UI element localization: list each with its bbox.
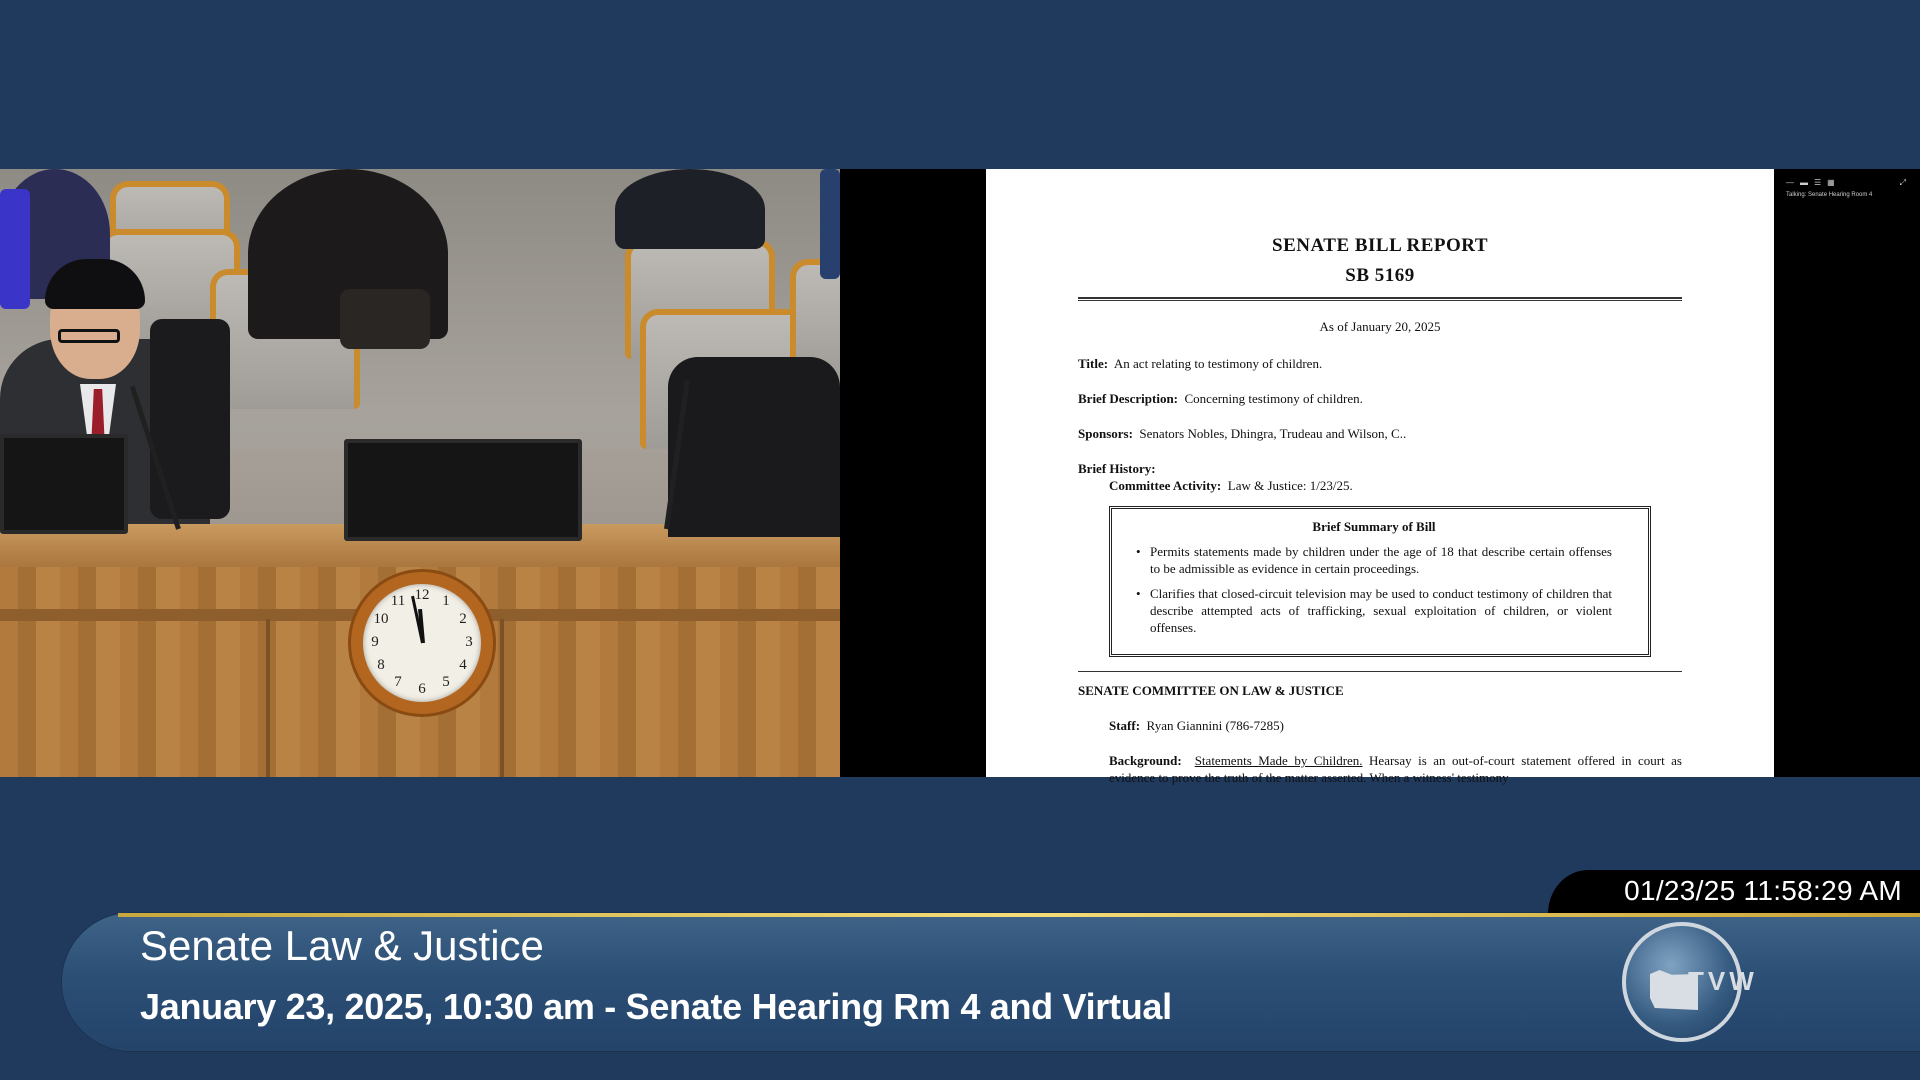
doc-sponsors [1078, 425, 1682, 442]
doc-as-of: As of January 20, 2025 [1319, 319, 1441, 334]
doc-background [1078, 752, 1682, 786]
viewer-toolbar-icons [1786, 179, 1906, 187]
summary-heading: Brief Summary of Bill [1312, 519, 1436, 534]
expand-icon[interactable]: ⤢ [1899, 178, 1906, 187]
laptop [0, 434, 128, 534]
witness-glasses [58, 329, 120, 343]
committee-heading-text: SENATE COMMITTEE ON LAW & JUSTICE [1078, 683, 1344, 698]
brief-summary-box [1109, 506, 1651, 657]
viewer-caption: Talking: Senate Hearing Room 4 [1786, 192, 1873, 198]
clock-numeral: 9 [371, 634, 379, 650]
doc-title-label: Title: [1078, 356, 1109, 371]
grid-icon[interactable]: ▦ [1827, 178, 1835, 187]
committee-heading [1078, 682, 1682, 699]
doc-heading-line2: SB 5169 [1345, 265, 1415, 286]
doc-brief-history [1078, 460, 1682, 494]
desk-monitor [344, 439, 582, 541]
restore-icon[interactable]: ▬ [1800, 178, 1808, 187]
wall-clock [348, 569, 496, 717]
doc-background-link[interactable]: Statements Made by Children. [1194, 753, 1363, 768]
doc-committee-activity-label: Committee Activity: [1109, 478, 1222, 493]
summary-item: • Clarifies that closed-circuit television may be used to conduct testimony of children that describe attempted acts of trafficking, sexual exploitation of children, or violent offenses. [1136, 585, 1612, 636]
doc-heading-line1: SENATE BILL REPORT [1272, 235, 1488, 256]
audience-member [0, 189, 30, 309]
doc-sponsors-label: Sponsors: [1078, 426, 1133, 441]
doc-staff-label: Staff: [1109, 718, 1141, 733]
desk-chair-right [668, 357, 840, 537]
desk-panel-divider [266, 619, 270, 777]
clock-numeral: 8 [377, 657, 385, 673]
audience-member [340, 289, 430, 349]
doc-brief-description [1078, 390, 1682, 407]
audience-member [820, 169, 840, 279]
document-viewer [840, 169, 1920, 785]
clock-numeral: 5 [442, 674, 450, 690]
summary-item: • Permits statements made by children under the age of 18 that describe certain offenses to be admissible as evidence in certain proceedings. [1136, 543, 1612, 577]
desk-panel-divider [500, 619, 504, 777]
program-title: Senate Law & Justice [140, 922, 544, 969]
doc-committee-activity-value: Law & Justice: 1/23/25. [1227, 478, 1353, 493]
doc-brief-history-label: Brief History: [1078, 461, 1156, 476]
tvw-logo [1622, 922, 1758, 1042]
viewer-toolbar [1786, 179, 1906, 199]
doc-committee-activity [1078, 477, 1682, 494]
clock-numeral: 12 [414, 587, 430, 603]
doc-brief-desc-label: Brief Description: [1078, 391, 1179, 406]
doc-title-line [1078, 355, 1682, 372]
clock-numeral: 1 [442, 593, 450, 609]
doc-title-value: An act relating to testimony of children. [1113, 356, 1323, 371]
audience-member [615, 169, 765, 249]
clock-numeral: 4 [459, 657, 467, 673]
clock-numeral: 10 [373, 611, 389, 627]
camera-feed [0, 169, 840, 777]
clock-face [363, 584, 481, 702]
doc-background-text: Hearsay is an out-of-court statement offered in court as evidence to prove the truth of the matter asserted. When a witness' testimony [1109, 753, 1682, 785]
doc-heading-rule [1078, 297, 1682, 301]
committee-rule [1078, 671, 1682, 672]
minimize-icon[interactable]: — [1786, 178, 1794, 187]
list-icon[interactable]: ☰ [1814, 178, 1822, 187]
doc-staff-value: Ryan Giannini (786-7285) [1146, 718, 1284, 733]
clock-numeral: 7 [394, 674, 402, 690]
lower-third-accent [118, 913, 1920, 917]
program-subtitle: January 23, 2025, 10:30 am - Senate Hearing Rm 4 and Virtual [140, 986, 1172, 1027]
summary-list [1136, 543, 1612, 636]
doc-sponsors-value: Senators Nobles, Dhingra, Trudeau and Wilson, C.. [1139, 426, 1407, 441]
clock-numeral: 3 [465, 634, 473, 650]
doc-background-label: Background: [1109, 753, 1182, 768]
clock-numeral: 11 [390, 593, 406, 609]
document-page[interactable] [986, 169, 1774, 785]
clock-numeral: 6 [418, 681, 426, 697]
clock-numeral: 2 [459, 611, 467, 627]
tvw-logo-text: TVW [1688, 966, 1758, 996]
timestamp: 01/23/25 11:58:29 AM [1624, 875, 1902, 906]
doc-brief-desc-value: Concerning testimony of children. [1184, 391, 1363, 406]
doc-heading [1078, 231, 1682, 291]
doc-staff [1078, 717, 1682, 734]
